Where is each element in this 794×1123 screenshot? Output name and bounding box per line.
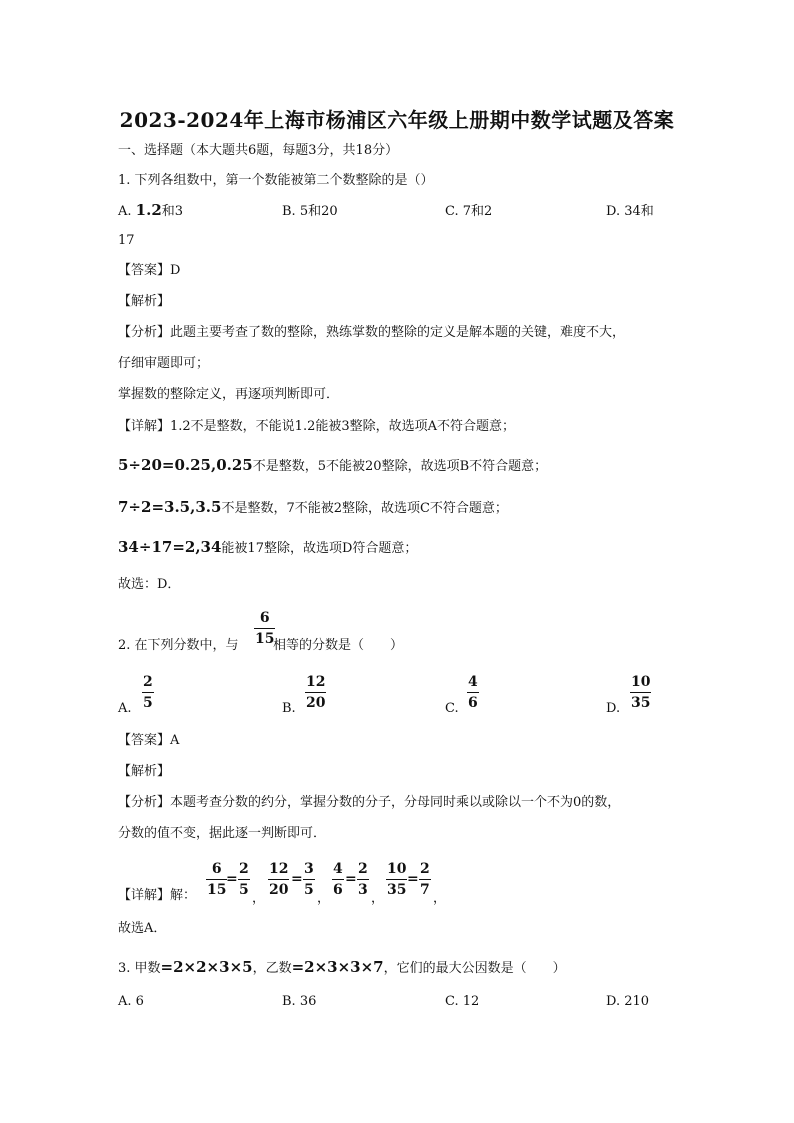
q2-detail-fraction: 10 35: [387, 861, 407, 898]
q1-stem: 1. 下列各组数中，第一个数能被第二个数整除的是（）: [118, 173, 434, 188]
q1-answer: 【答案】D: [118, 263, 181, 278]
q1-detail-line: 【详解】1.2不是整数，不能说1.2能被3整除，故选项A不符合题意；: [118, 419, 516, 434]
q2-detail-fraction: 4 6: [333, 861, 343, 898]
comma: ，: [433, 891, 447, 906]
q1-detail-math: 34÷17=2,34: [118, 538, 222, 556]
q1-option-c: C. 7和2: [445, 204, 493, 219]
q2-detail-fraction: 6 15: [207, 861, 227, 898]
q1-option-b: B. 5和20: [282, 204, 338, 219]
page-title: 2023-2024年上海市杨浦区六年级上册期中数学试题及答案: [119, 108, 675, 132]
q1-analysis-line: 【分析】此题主要考查了数的整除，熟练掌数的整除的定义是解本题的关键，难度不大，: [118, 325, 626, 340]
q1-analysis-heading: 【解析】: [118, 294, 171, 309]
q2-option-d-fraction: 10 35: [631, 674, 651, 711]
q2-answer: 【答案】A: [118, 733, 180, 748]
equals-sign: =: [345, 871, 357, 887]
q1-detail-line: 5÷20=0.25,0.25不是整数，5不能被20整除，故选项B不符合题意；: [118, 456, 548, 474]
q3-option-a: A. 6: [118, 994, 144, 1009]
q1-analysis-line: 掌握数的整除定义，再逐项判断即可．: [118, 387, 340, 402]
q1-option-a: A. 1.2和3: [118, 201, 184, 219]
q2-option-a-letter: A.: [118, 701, 132, 716]
q2-stem-post: 相等的分数是（ ）: [273, 638, 404, 653]
q1-option-a-math: 1.2: [135, 201, 162, 219]
q2-option-c-fraction: 4 6: [468, 674, 478, 711]
equals-sign: =: [407, 871, 419, 887]
q2-option-b-letter: B.: [282, 701, 296, 716]
q2-option-d-letter: D.: [606, 701, 621, 716]
q2-option-a-fraction: 2 5: [143, 674, 153, 711]
q2-detail-fraction: 12 20: [269, 861, 289, 898]
section-heading: 一、选择题（本大题共6题，每题3分，共18分）: [118, 143, 399, 158]
q1-detail-math: 7÷2=3.5,3.5: [118, 498, 222, 516]
q2-detail-fraction: 2 5: [239, 861, 249, 898]
q2-stem-pre: 2. 在下列分数中，与: [118, 638, 239, 653]
q2-detail-fraction: 2 3: [358, 861, 368, 898]
q3-option-c: C. 12: [445, 994, 480, 1009]
q2-option-b-fraction: 12 20: [306, 674, 326, 711]
q3-stem: 3. 甲数=2×2×3×5，乙数=2×3×3×7，它们的最大公因数是（ ）: [118, 958, 566, 976]
q2-conclusion: 故选A．: [118, 921, 167, 936]
comma: ，: [317, 891, 331, 906]
equals-sign: =: [291, 871, 303, 887]
q3-stem-math: =2×3×3×7: [291, 958, 384, 976]
comma: ，: [252, 891, 266, 906]
q3-option-b: B. 36: [282, 994, 317, 1009]
q2-analysis-line: 【分析】本题考查分数的约分，掌握分数的分子，分母同时乘以或除以一个不为0的数，: [118, 795, 621, 810]
q2-analysis-line: 分数的值不变，据此逐一判断即可．: [118, 826, 327, 841]
q2-detail-fraction: 2 7: [420, 861, 430, 898]
q1-analysis-line: 仔细审题即可；: [118, 356, 210, 371]
q1-option-d-wrap: 17: [118, 233, 135, 248]
q2-stem-fraction: 6 15: [255, 610, 275, 647]
q3-option-d: D. 210: [606, 994, 650, 1009]
equals-sign: =: [226, 871, 238, 887]
comma: ，: [371, 891, 385, 906]
q3-stem-math: =2×2×3×5: [160, 958, 253, 976]
q1-detail-line: 34÷17=2,34能被17整除，故选项D符合题意；: [118, 538, 418, 556]
q2-analysis-heading: 【解析】: [118, 764, 171, 779]
q1-detail-math: 5÷20=0.25,0.25: [118, 456, 253, 474]
q2-detail-fraction: 3 5: [304, 861, 314, 898]
q1-detail-line: 7÷2=3.5,3.5不是整数，7不能被2整除，故选项C不符合题意；: [118, 498, 508, 516]
q2-detail-label: 【详解】解：: [118, 888, 197, 903]
q2-option-c-letter: C.: [445, 701, 459, 716]
q1-conclusion: 故选：D．: [118, 577, 181, 592]
q1-option-d: D. 34和: [606, 204, 654, 219]
